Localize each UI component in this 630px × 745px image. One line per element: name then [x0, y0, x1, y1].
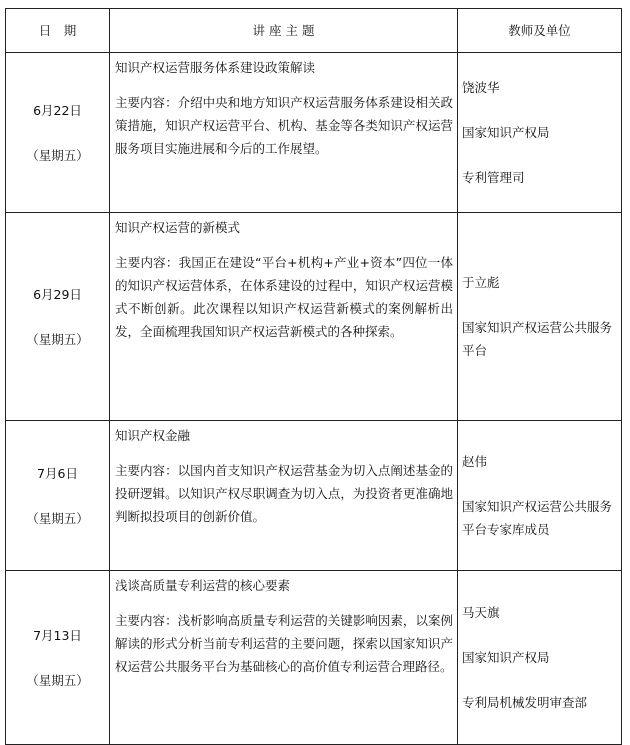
topic-content: 主要内容：以国内首支知识产权运营基金为切入点阐述基金的投研逻辑。以知识产权尽职调查为切入点，为投资者更准确地判断拟投项目的创新价值。 — [115, 463, 453, 524]
topic-cell — [110, 53, 458, 213]
header-date: 日 期 — [6, 9, 110, 53]
topic-cell — [110, 421, 458, 571]
header-topic: 讲 座 主 题 — [110, 9, 458, 53]
date-cell — [6, 213, 110, 421]
teacher-cell — [458, 213, 622, 421]
date-cell — [6, 421, 110, 571]
teacher-cell — [458, 421, 622, 571]
date-cell — [6, 571, 110, 745]
lecture-weekday: （星期五） — [26, 510, 89, 526]
teacher-unit-line: 国家知识产权运营公共服务平台专家库成员 — [462, 499, 613, 537]
lecture-weekday: （星期五） — [26, 331, 89, 347]
teacher-name: 于立彪 — [462, 275, 500, 290]
header-teacher: 教师及单位 — [458, 9, 622, 53]
topic-cell — [110, 571, 458, 745]
lecture-weekday: （星期五） — [26, 672, 89, 688]
lecture-date: 7月6日 — [37, 465, 78, 481]
topic-title: 浅谈高质量专利运营的核心要素 — [115, 578, 291, 593]
lecture-date: 7月13日 — [33, 627, 82, 643]
table-row — [6, 421, 622, 571]
topic-title: 知识产权运营的新模式 — [115, 220, 241, 235]
topic-content: 主要内容：介绍中央和地方知识产权运营服务体系建设相关政策措施，知识产权运营平台、机构、基金等各类知识产权运营服务项目实施进展和今后的工作展望。 — [115, 95, 453, 156]
date-cell — [6, 53, 110, 213]
teacher-name: 饶波华 — [462, 80, 500, 95]
teacher-unit-line: 国家知识产权局 — [462, 125, 550, 140]
table-row — [6, 571, 622, 745]
topic-cell — [110, 213, 458, 421]
teacher-cell — [458, 53, 622, 213]
header-row — [6, 9, 622, 53]
lecture-schedule-table — [5, 8, 622, 745]
teacher-unit-line: 专利管理司 — [462, 170, 525, 185]
topic-title: 知识产权运营服务体系建设政策解读 — [115, 60, 316, 75]
topic-title: 知识产权金融 — [115, 428, 191, 443]
teacher-unit-line: 国家知识产权运营公共服务平台 — [462, 320, 613, 358]
lecture-weekday: （星期五） — [26, 147, 89, 163]
teacher-cell — [458, 571, 622, 745]
teacher-name: 赵伟 — [462, 454, 488, 469]
table-row — [6, 213, 622, 421]
teacher-unit-line: 专利局机械发明审查部 — [462, 695, 588, 710]
topic-content: 主要内容：浅析影响高质量专利运营的关键影响因素，以案例解读的形式分析当前专利运营的主要问题，探索以国家知识产权运营公共服务平台为基础核心的高价值专利运营合理路径。 — [115, 613, 453, 674]
teacher-name: 马天旗 — [462, 605, 500, 620]
lecture-date: 6月22日 — [33, 102, 82, 118]
topic-content: 主要内容：我国正在建设“平台+机构+产业+资本”四位一体的知识产权运营体系，在体系建设的过程中，知识产权运营模式不断创新。此次课程以知识产权运营新模式的案例解析出发，全面梳理我国知识产权运营新模式的各种探索。 — [115, 255, 453, 339]
lecture-date: 6月29日 — [33, 286, 82, 302]
teacher-unit-line: 国家知识产权局 — [462, 650, 550, 665]
table-row — [6, 53, 622, 213]
